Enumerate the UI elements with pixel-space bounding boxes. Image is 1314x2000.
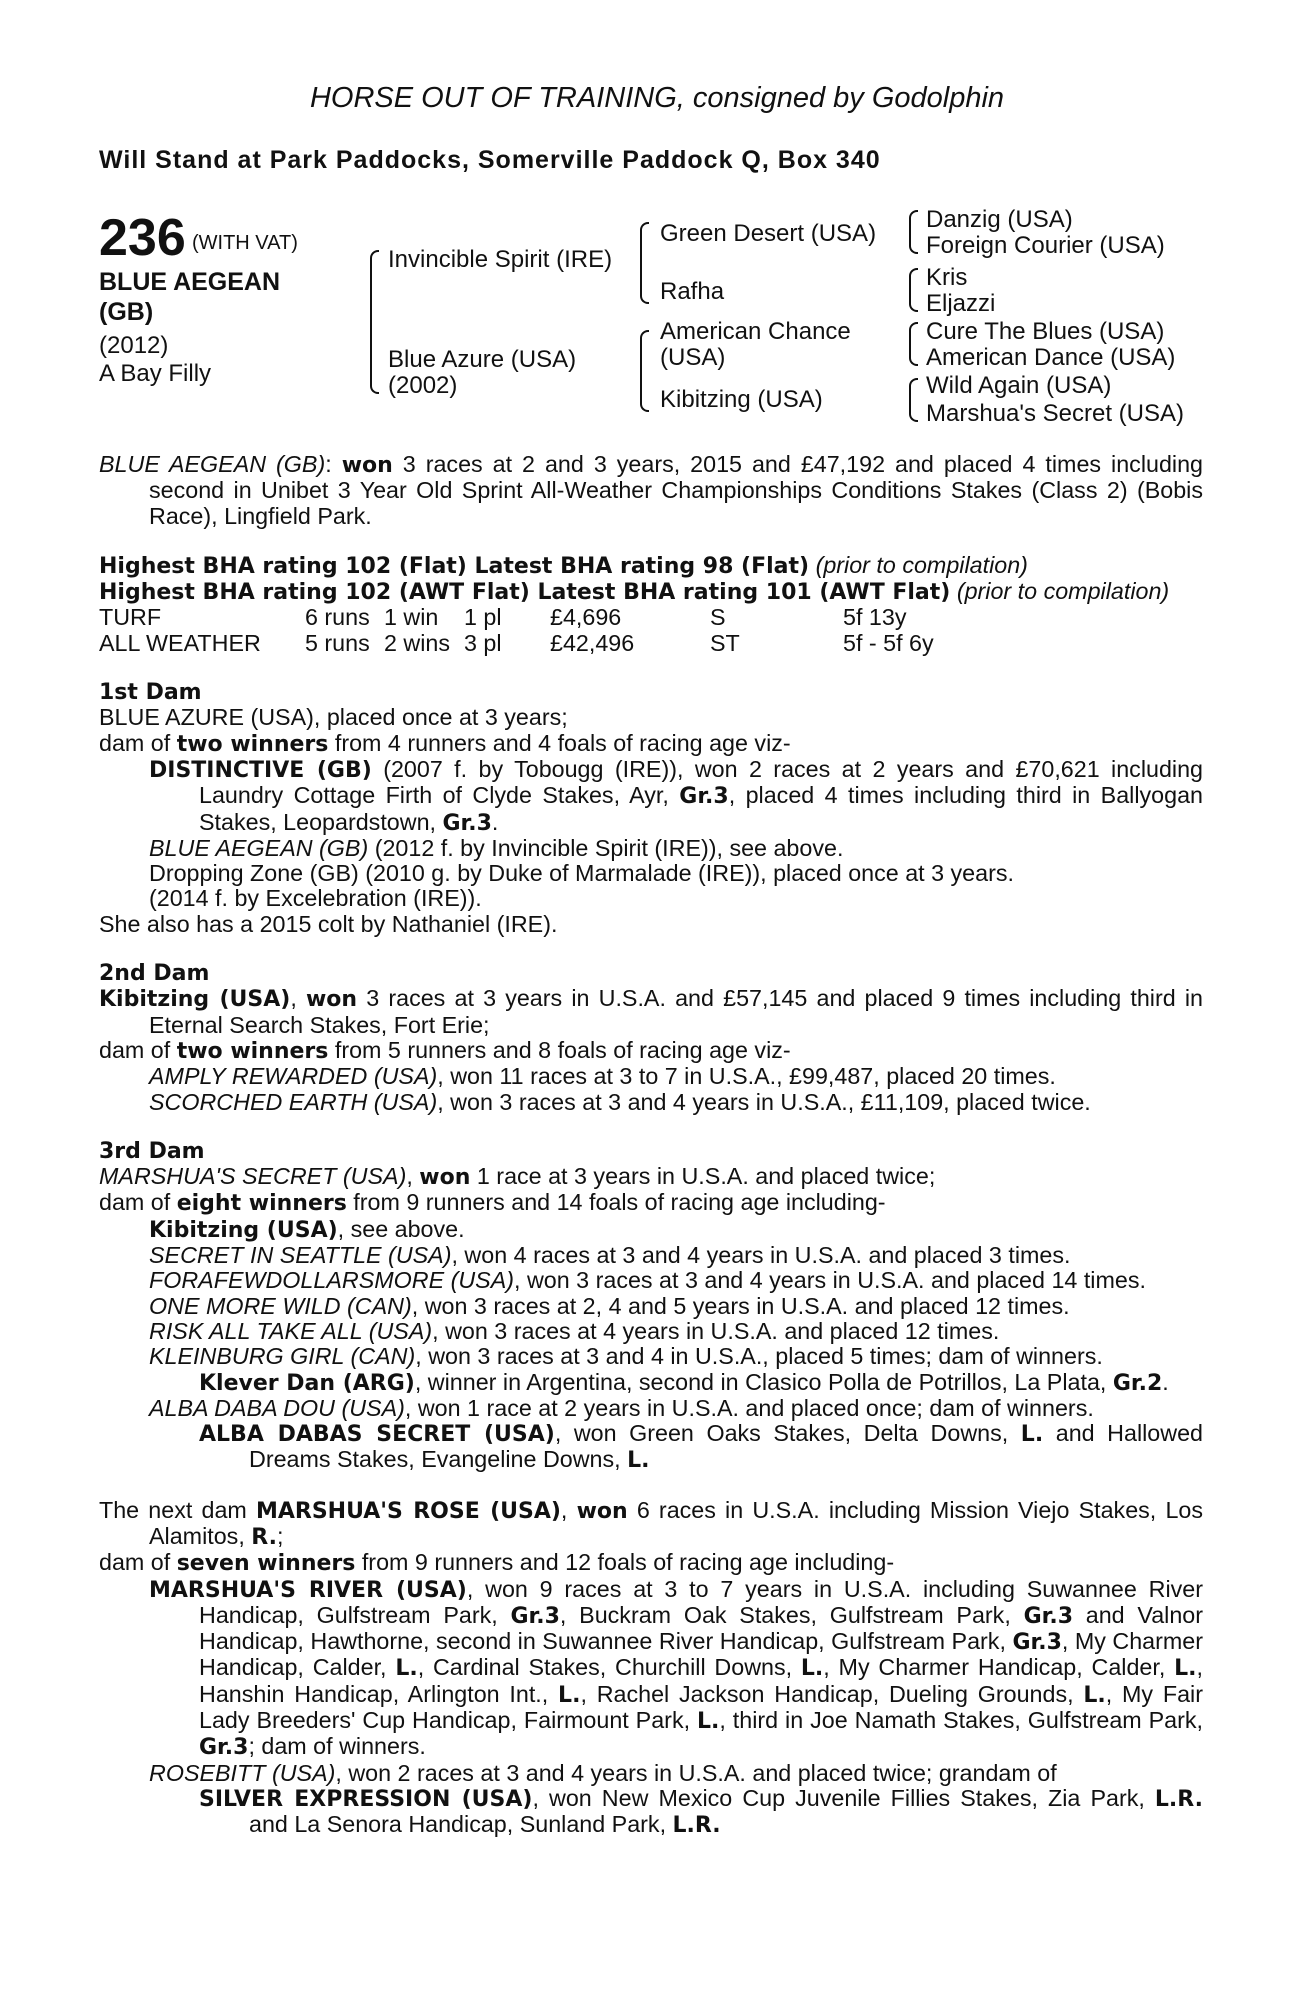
pedigree-sds: Kris (926, 264, 968, 291)
first-dam-heading: 1st Dam (99, 680, 202, 706)
pedigree-sire-sire: Green Desert (USA) (660, 220, 877, 247)
lot-number: 236 (99, 209, 186, 267)
third-dam-intro: MARSHUA'S SECRET (USA), won 1 race at 3 years in U.S.A. and placed twice; (99, 1163, 936, 1191)
first-dam-note: She also has a 2015 colt by Nathaniel (IRE). (99, 910, 558, 937)
list-item: ONE MORE WILD (CAN), won 3 races at 2, 4 and 5 years in U.S.A. and placed 12 times. (149, 1292, 1070, 1319)
pedigree-sdd: Eljazzi (926, 290, 996, 317)
list-item: MARSHUA'S RIVER (USA), won 9 races at 3 to 7 years in U.S.A. including Suwannee River Handicap, Gulfstream Park, Gr.3, Buckram Oak Stakes, Gulfstream Park, Gr.3 and Valnor Handicap, Hawthorne, second in Suwannee River Handicap, Gulfstream Park, Gr.3, My Charmer Handicap, Calder, L., Cardinal Stakes, Churchill Downs, L., My Charmer Handicap, Calder, L., Hanshin Handicap, Arlington Int., L., Rachel Jackson Handicap, Dueling Grounds, L., My Fair Lady Breeders' Cup Handicap, Fairmount Park, L., third in Joe Namath Stakes, Gulfstream Park, Gr.3; dam of winners. (149, 1575, 1204, 1761)
list-item: (2014 f. by Excelebration (IRE)). (149, 885, 482, 912)
pedigree-dds: Wild Again (USA) (926, 372, 1112, 399)
pedigree-sire-dam: Rafha (660, 278, 725, 305)
pedigree-brace-2b (640, 330, 649, 412)
pedigree-dam-dam: Kibitzing (USA) (660, 386, 823, 413)
pedigree-sss: Danzig (USA) (926, 206, 1073, 233)
race-summary: BLUE AEGEAN (GB): won 3 races at 2 and 3 years, 2015 and £47,192 and placed 4 times including second in Unibet 3 Year Old Sprint All-Weather Championships Conditions Stakes (Class 2) (Bobis Race), Lingfield Park. (99, 451, 1203, 529)
list-item: FORAFEWDOLLARSMORE (USA), won 3 races at 3 and 4 years in U.S.A. and placed 14 times. (149, 1267, 1146, 1294)
list-item: Kibitzing (USA), see above. (149, 1215, 465, 1243)
list-item: ALBA DABAS SECRET (USA), won Green Oaks Stakes, Delta Downs, L. and Hallowed Dreams Stakes, Evangeline Downs, L. (199, 1420, 1203, 1474)
horse-name-line1: BLUE AEGEAN (99, 268, 281, 296)
consignment-header: HORSE OUT OF TRAINING, consigned by Godolphin (309, 82, 1005, 114)
pedigree-brace-3d (909, 378, 918, 422)
pedigree-brace-3c (909, 322, 918, 366)
list-item: BLUE AEGEAN (GB) (2012 f. by Invincible Spirit (IRE)), see above. (149, 834, 844, 861)
list-item: Dropping Zone (GB) (2010 g. by Duke of Marmalade (IRE)), placed once at 3 years. (149, 860, 1014, 887)
list-item: DISTINCTIVE (GB) (2007 f. by Tobougg (IRE)), won 2 races at 2 years and £70,621 including Laundry Cottage Firth of Clyde Stakes, Ayr, Gr.3, placed 4 times including third in Ballyogan Stakes, Leopardstown, Gr.3. (149, 755, 1204, 836)
pedigree-ddd: Marshua's Secret (USA) (926, 400, 1184, 427)
list-item: Klever Dan (ARG), winner in Argentina, second in Clasico Polla de Potrillos, La Plata, Gr.2. (199, 1368, 1169, 1396)
list-item: ROSEBITT (USA), won 2 races at 3 and 4 years in U.S.A. and placed twice; grandam of (149, 1759, 1057, 1786)
pedigree-dam-sire-line2: (USA) (660, 344, 726, 371)
horse-description: A Bay Filly (99, 360, 212, 387)
pedigree-brace-3b (909, 268, 918, 312)
next-dam-produce: dam of seven winners from 9 runners and 12 foals of racing age including- (99, 1549, 895, 1577)
list-item: SCORCHED EARTH (USA), won 3 races at 3 and 4 years in U.S.A., £11,109, placed twice. (149, 1088, 1091, 1115)
list-item: SILVER EXPRESSION (USA), won New Mexico Cup Juvenile Fillies Stakes, Zia Park, L.R. and La Senora Handicap, Sunland Park, L.R. (199, 1784, 1203, 1839)
first-dam-intro: BLUE AZURE (USA), placed once at 3 years; (99, 704, 568, 731)
summary-horse-name: BLUE AEGEAN (GB) (99, 451, 326, 477)
horse-name (99, 267, 319, 327)
foaling-year: (2012) (99, 332, 169, 359)
pedigree-dam: Blue Azure (USA) (388, 346, 577, 373)
race-record-table (99, 605, 934, 656)
list-item: KLEINBURG GIRL (CAN), won 3 races at 3 and 4 in U.S.A., placed 5 times; dam of winners. (149, 1343, 1103, 1370)
second-dam-heading: 2nd Dam (99, 961, 210, 987)
pedigree-dss: Cure The Blues (USA) (926, 318, 1165, 345)
table-row: ALL WEATHER 5 runs 2 wins 3 pl £42,496 ST 5f - 5f 6y (99, 629, 934, 656)
pedigree-brace-2a (640, 222, 649, 304)
stand-location: Will Stand at Park Paddocks, Somerville Paddock Q, Box 340 (99, 146, 881, 174)
catalogue-body (99, 452, 1203, 1839)
rating-line-2: Highest BHA rating 102 (AWT Flat) Latest BHA rating 101 (AWT Flat) (prior to compilation) (99, 578, 1170, 606)
table-row: TURF 6 runs 1 win 1 pl £4,696 S 5f 13y (99, 604, 907, 631)
pedigree-brace-1 (370, 250, 379, 394)
list-item: ALBA DABA DOU (USA), won 1 race at 2 years in U.S.A. and placed once; dam of winners. (149, 1394, 1094, 1421)
pedigree-brace-3a (909, 210, 918, 254)
horse-name-line2: (GB) (99, 298, 154, 326)
pedigree-ssd: Foreign Courier (USA) (926, 232, 1165, 259)
list-item: RISK ALL TAKE ALL (USA), won 3 races at 4 years in U.S.A. and placed 12 times. (149, 1317, 1000, 1344)
vat-note: (WITH VAT) (192, 232, 298, 254)
second-dam-produce: dam of two winners from 5 runners and 8 foals of racing age viz- (99, 1036, 791, 1064)
list-item: SECRET IN SEATTLE (USA), won 4 races at 3 and 4 years in U.S.A. and placed 3 times. (149, 1242, 1071, 1269)
pedigree-dam-sire: American Chance (660, 318, 851, 345)
next-dam-intro: The next dam MARSHUA'S ROSE (USA), won 6 races in U.S.A. including Mission Viejo Stakes, Los Alamitos, R.; (99, 1496, 1203, 1550)
list-item: AMPLY REWARDED (USA), won 11 races at 3 to 7 in U.S.A., £99,487, placed 20 times. (149, 1063, 1056, 1090)
third-dam-heading: 3rd Dam (99, 1138, 205, 1164)
first-dam-produce: dam of two winners from 4 runners and 4 foals of racing age viz- (99, 729, 791, 757)
pedigree-sire: Invincible Spirit (IRE) (388, 246, 613, 273)
third-dam-produce: dam of eight winners from 9 runners and 14 foals of racing age including- (99, 1189, 886, 1217)
pedigree-dam-year: (2002) (388, 372, 458, 399)
pedigree-dsd: American Dance (USA) (926, 344, 1176, 371)
second-dam-intro: Kibitzing (USA), won 3 races at 3 years in U.S.A. and £57,145 and placed 9 times including third in Eternal Search Stakes, Fort Erie; (99, 985, 1203, 1038)
rating-line-1: Highest BHA rating 102 (Flat) Latest BHA rating 98 (Flat) (prior to compilation) (99, 551, 1028, 579)
